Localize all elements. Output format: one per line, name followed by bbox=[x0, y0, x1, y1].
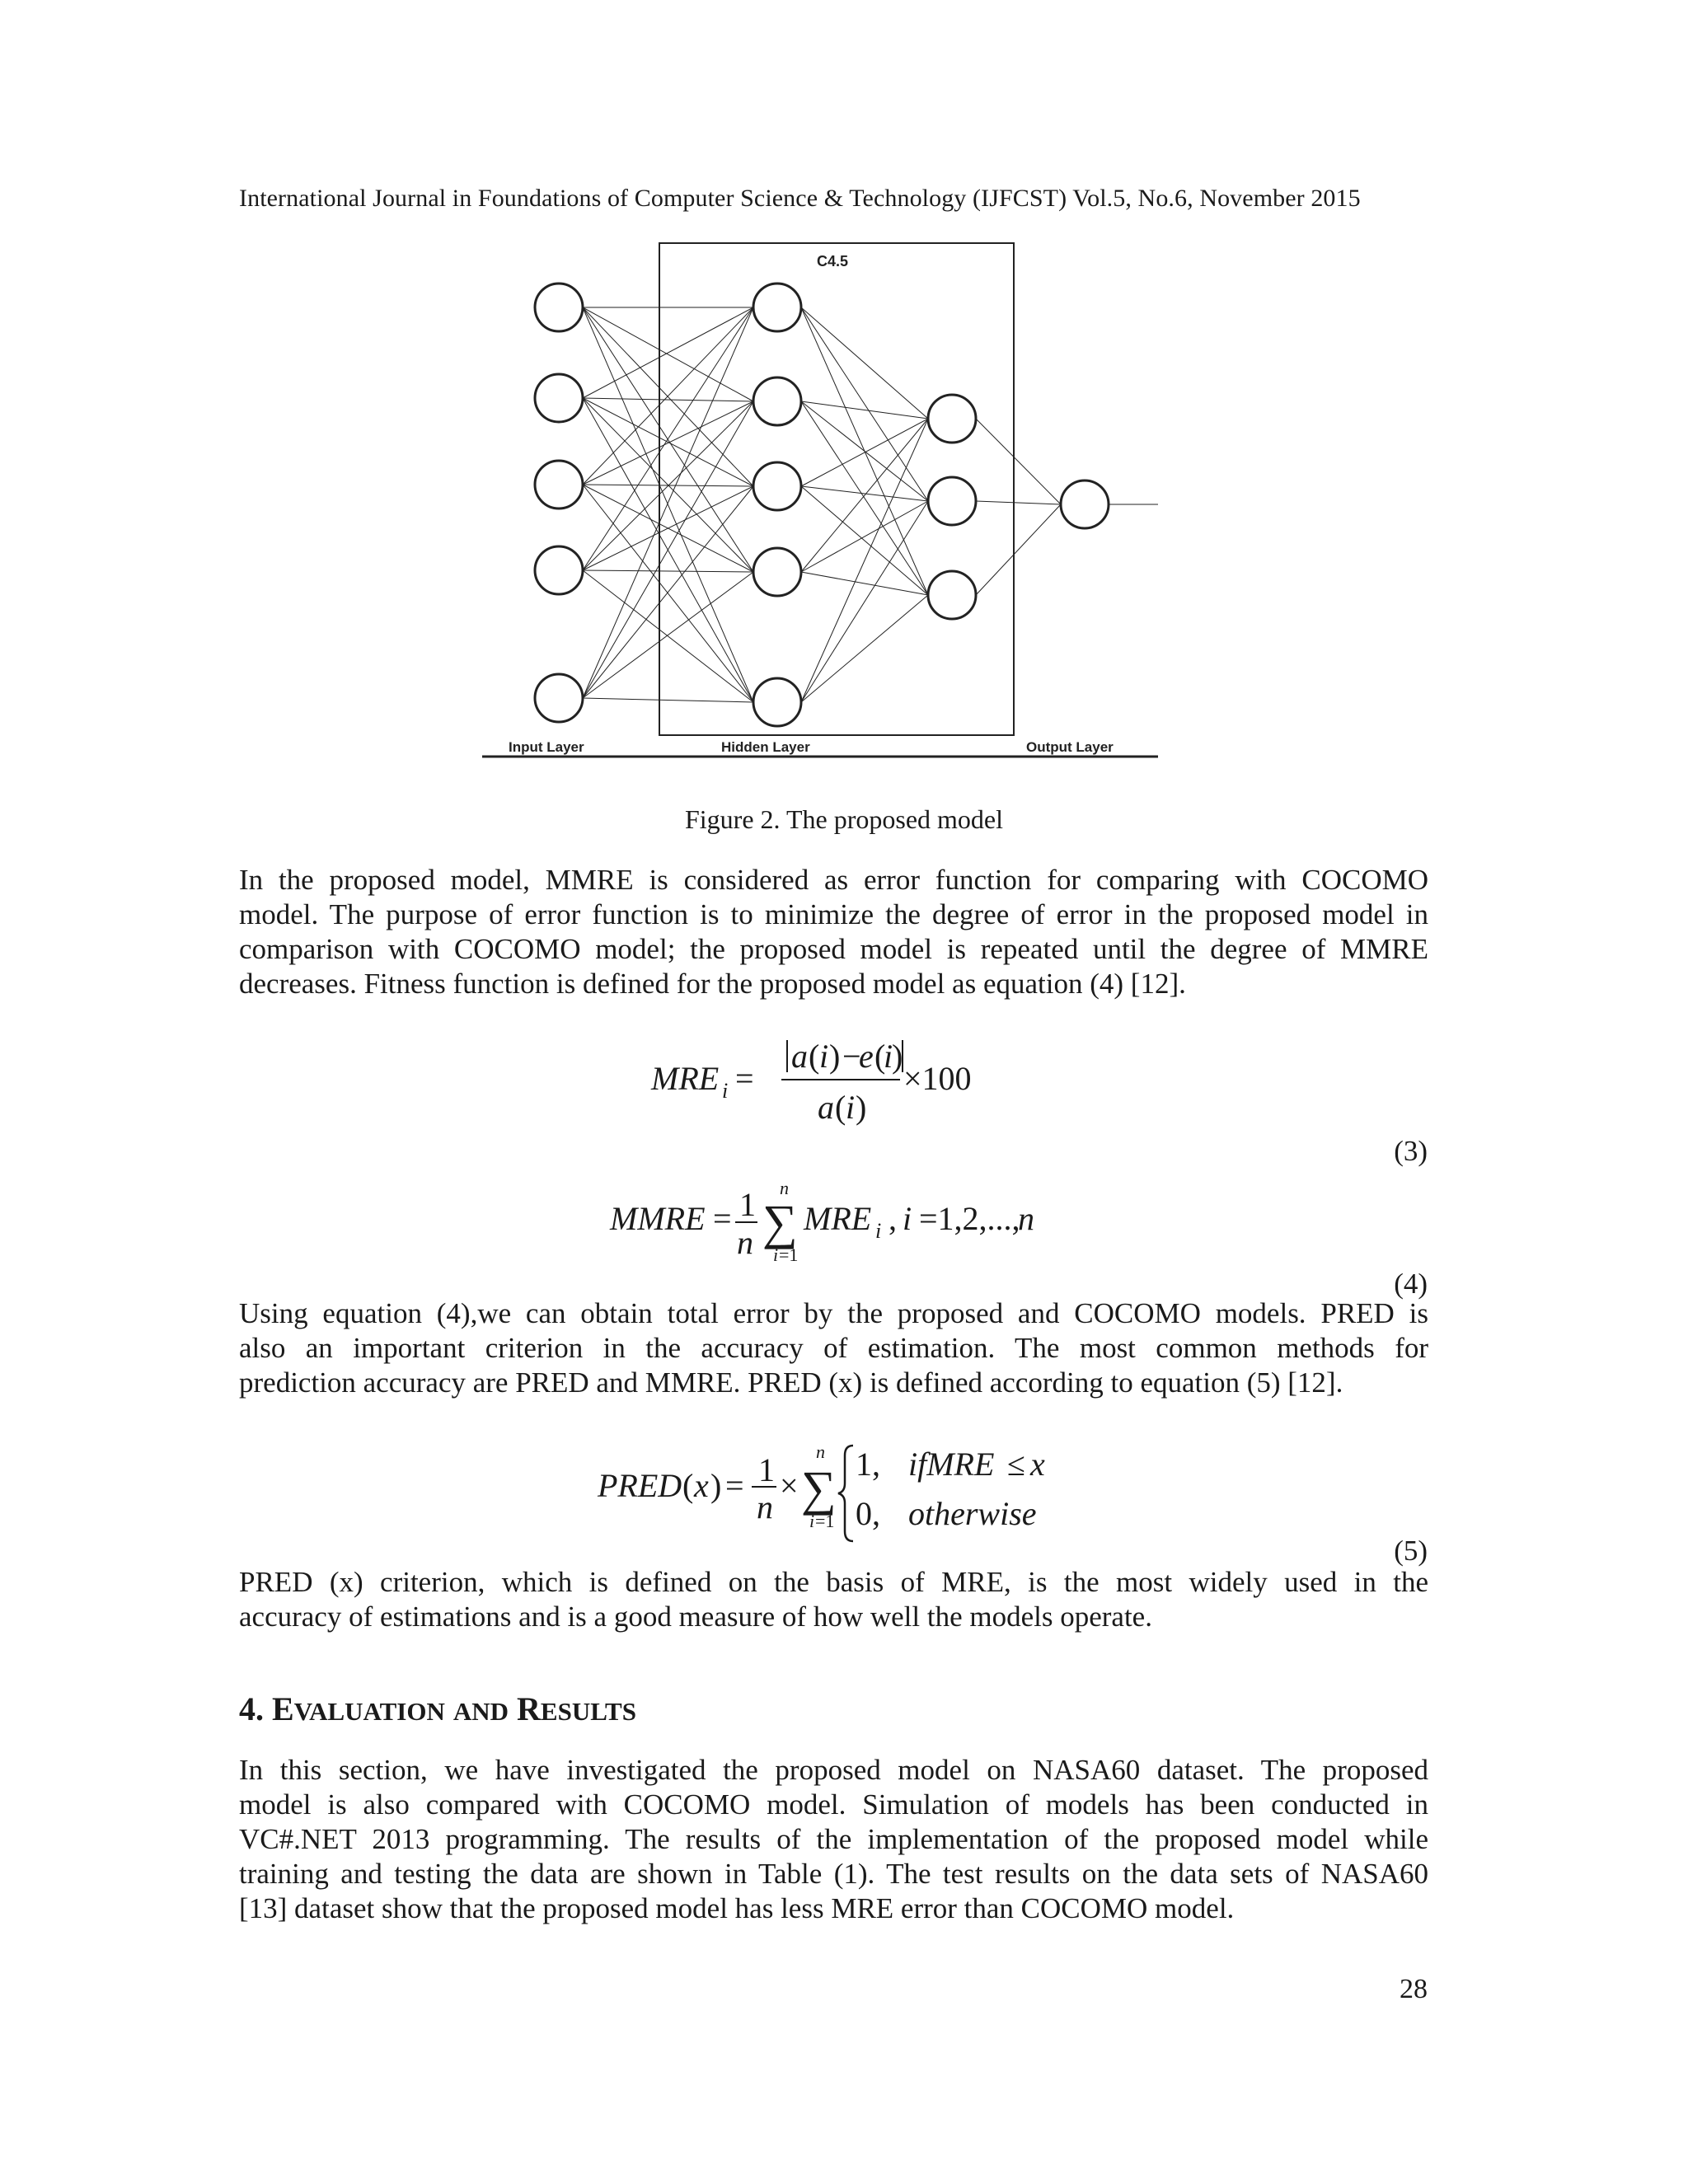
text-line: [13] dataset show that the proposed model has less MRE error than COCOMO model. bbox=[239, 1892, 1235, 1924]
svg-text:1,: 1, bbox=[856, 1446, 880, 1483]
network-nodes bbox=[535, 284, 1109, 726]
text-line: Using equation (4),we can obtain total error by the proposed and COCOMO models. PRED is bbox=[239, 1297, 1428, 1329]
equation-number-5: (5) bbox=[1394, 1535, 1428, 1567]
svg-text:=: = bbox=[713, 1200, 732, 1237]
svg-text:x: x bbox=[1030, 1446, 1045, 1483]
hidden-hidden-connection bbox=[801, 572, 928, 595]
hidden-output-connection bbox=[976, 501, 1061, 504]
svg-text:e: e bbox=[859, 1038, 874, 1075]
output-layer-label: Output Layer bbox=[1026, 739, 1114, 755]
input-node bbox=[535, 546, 583, 594]
svg-text:=: = bbox=[725, 1467, 744, 1504]
hidden-node bbox=[753, 678, 801, 726]
svg-text:): ) bbox=[892, 1038, 903, 1075]
input-hidden-connection bbox=[583, 307, 753, 401]
svg-text:i: i bbox=[819, 1038, 829, 1075]
svg-text:MRE: MRE bbox=[651, 1060, 720, 1097]
input-hidden-connection bbox=[583, 570, 753, 702]
input-node bbox=[535, 284, 583, 331]
svg-text:=1,2,...,: =1,2,..., bbox=[919, 1200, 1020, 1237]
text-line: accuracy of estimations and is a good measure of how well the models operate. bbox=[239, 1601, 1152, 1633]
page-number: 28 bbox=[1400, 1974, 1428, 2004]
input-node bbox=[535, 374, 583, 422]
figure-caption: Figure 2. The proposed model bbox=[684, 804, 1003, 834]
paragraph-1 bbox=[239, 863, 1428, 1001]
equation-mre bbox=[643, 1034, 989, 1141]
svg-text:=: = bbox=[735, 1060, 754, 1097]
hidden-hidden-connection bbox=[801, 401, 928, 595]
svg-text:MMRE: MMRE bbox=[610, 1200, 706, 1237]
text-line: model. The purpose of error function is to minimize the degree of error in the proposed model in bbox=[239, 898, 1428, 930]
text-line: decreases. Fitness function is defined for the proposed model as equation (4) [12]. bbox=[239, 968, 1186, 1000]
equation-mmre bbox=[606, 1174, 1051, 1273]
svg-text:1: 1 bbox=[758, 1451, 775, 1488]
hidden-node bbox=[753, 284, 801, 331]
svg-text:n: n bbox=[737, 1224, 753, 1261]
text-line: comparison with COCOMO model; the proposed model is repeated until the degree of MMRE bbox=[239, 933, 1428, 965]
svg-text:−: − bbox=[842, 1038, 861, 1075]
hidden-hidden-connection bbox=[801, 419, 928, 572]
input-hidden-connection bbox=[583, 401, 753, 698]
equation-number-3: (3) bbox=[1394, 1135, 1428, 1167]
input-hidden-connection bbox=[583, 307, 753, 398]
svg-text:i: i bbox=[722, 1079, 729, 1103]
svg-text:∑: ∑ bbox=[801, 1461, 837, 1516]
svg-text:n: n bbox=[816, 1441, 825, 1462]
equation-pred bbox=[593, 1434, 1088, 1549]
hidden-output-connection bbox=[976, 419, 1061, 504]
hidden-node bbox=[753, 462, 801, 510]
input-hidden-connection bbox=[583, 486, 753, 570]
hidden-hidden-connection bbox=[801, 595, 928, 702]
svg-text:n: n bbox=[780, 1178, 789, 1198]
svg-text:MRE: MRE bbox=[804, 1200, 872, 1237]
heading-word bbox=[517, 1690, 636, 1727]
hidden-hidden-connection bbox=[801, 419, 928, 486]
svg-text:x: x bbox=[694, 1467, 709, 1504]
input-hidden-connection bbox=[583, 570, 753, 572]
svg-text:1: 1 bbox=[739, 1186, 756, 1223]
heading-smallcaps: VALUATION bbox=[293, 1697, 445, 1726]
heading-word: AND bbox=[452, 1697, 509, 1726]
hidden-node bbox=[928, 477, 976, 525]
svg-text:): ) bbox=[710, 1467, 722, 1504]
hidden-layer-label: Hidden Layer bbox=[721, 739, 810, 755]
input-hidden-connection bbox=[583, 398, 753, 486]
svg-text:(: ( bbox=[835, 1089, 846, 1126]
heading-smallcaps: ESULTS bbox=[540, 1697, 636, 1726]
hidden-node bbox=[928, 395, 976, 443]
section-heading bbox=[239, 1690, 636, 1728]
text-line: also an important criterion in the accuracy of estimation. The most common methods for bbox=[239, 1332, 1428, 1364]
input-node bbox=[535, 674, 583, 722]
hidden-hidden-connection bbox=[801, 419, 928, 702]
svg-text:n: n bbox=[1018, 1200, 1034, 1237]
svg-text:i: i bbox=[773, 1244, 779, 1265]
heading-initial: R bbox=[517, 1690, 541, 1727]
svg-text:otherwise: otherwise bbox=[908, 1495, 1037, 1532]
section-number: 4. bbox=[239, 1690, 264, 1727]
neural-network-figure bbox=[482, 239, 1191, 775]
svg-text:=1: =1 bbox=[779, 1244, 799, 1265]
running-header: International Journal in Foundations of Computer Science & Technology (IJFCST) Vol.5, No.6, November 2015 bbox=[239, 185, 1361, 212]
hidden-hidden-connection bbox=[801, 307, 928, 419]
hidden-node bbox=[928, 571, 976, 619]
input-hidden-connection bbox=[583, 698, 753, 702]
hidden-node bbox=[753, 377, 801, 425]
svg-text:i: i bbox=[875, 1219, 882, 1243]
input-layer-label: Input Layer bbox=[509, 739, 584, 755]
paragraph-4 bbox=[239, 1753, 1428, 1926]
input-hidden-connection bbox=[583, 485, 753, 702]
svg-text:(: ( bbox=[874, 1038, 886, 1075]
svg-text:i: i bbox=[903, 1200, 912, 1237]
svg-text:n: n bbox=[757, 1488, 773, 1526]
svg-text:): ) bbox=[829, 1038, 841, 1075]
svg-text:a: a bbox=[791, 1038, 808, 1075]
text-line: VC#.NET 2013 programming. The results of the implementation of the proposed model while bbox=[239, 1823, 1428, 1855]
svg-text:(: ( bbox=[682, 1467, 694, 1504]
text-line: prediction accuracy are PRED and MMRE. PRED (x) is defined according to equation (5) [12]. bbox=[239, 1366, 1343, 1399]
svg-text:=1: =1 bbox=[815, 1511, 835, 1531]
hidden-hidden-connection bbox=[801, 486, 928, 595]
paragraph-3 bbox=[239, 1565, 1428, 1634]
svg-text:0,: 0, bbox=[856, 1495, 880, 1532]
svg-text:,: , bbox=[889, 1200, 897, 1237]
hidden-hidden-connection bbox=[801, 501, 928, 702]
input-hidden-connection bbox=[583, 398, 753, 401]
svg-text:∑: ∑ bbox=[762, 1195, 798, 1249]
text-line: training and testing the data are shown in Table (1). The test results on the data sets of NASA60 bbox=[239, 1858, 1428, 1890]
text-line: PRED (x) criterion, which is defined on the basis of MRE, is the most widely used in the bbox=[239, 1566, 1428, 1598]
svg-text:×: × bbox=[780, 1467, 799, 1504]
input-hidden-connection bbox=[583, 486, 753, 698]
svg-text:i: i bbox=[809, 1511, 815, 1531]
c45-label: C4.5 bbox=[816, 253, 849, 269]
equation-number-4: (4) bbox=[1394, 1268, 1428, 1300]
heading-word bbox=[272, 1690, 445, 1727]
svg-text:a: a bbox=[818, 1089, 834, 1126]
svg-text:≤: ≤ bbox=[1007, 1446, 1025, 1483]
output-node bbox=[1061, 480, 1109, 528]
svg-text:PRED: PRED bbox=[598, 1467, 682, 1504]
svg-text:): ) bbox=[856, 1089, 867, 1126]
svg-text:i: i bbox=[846, 1089, 856, 1126]
input-node bbox=[535, 461, 583, 509]
paragraph-2 bbox=[239, 1296, 1428, 1400]
svg-text:i: i bbox=[884, 1038, 893, 1075]
svg-text:(: ( bbox=[809, 1038, 820, 1075]
text-line: In this section, we have investigated the proposed model on NASA60 dataset. The proposed bbox=[239, 1754, 1428, 1786]
hidden-output-connection bbox=[976, 504, 1061, 595]
hidden-node bbox=[753, 548, 801, 596]
input-hidden-connection bbox=[583, 572, 753, 698]
svg-text:×100: ×100 bbox=[903, 1060, 972, 1097]
text-line: model is also compared with COCOMO model. Simulation of models has been conducted in bbox=[239, 1788, 1428, 1821]
heading-initial: E bbox=[272, 1690, 294, 1727]
svg-text:ifMRE: ifMRE bbox=[908, 1446, 995, 1483]
text-line: In the proposed model, MMRE is considered as error function for comparing with COCOMO bbox=[239, 864, 1428, 896]
